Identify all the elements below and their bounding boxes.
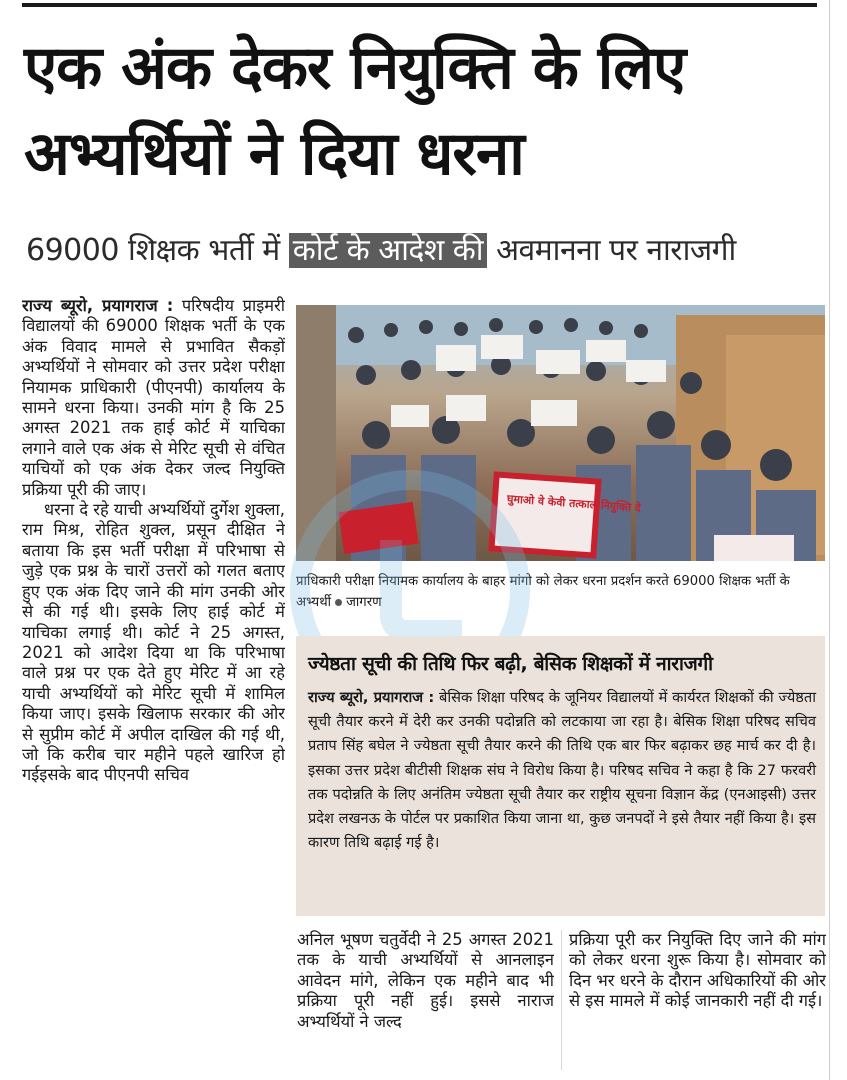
main-story-lead: परिषदीय प्राइमरी विद्यालयों की 69000 शिक्षक भर्ती के एक अंक विवाद मामले से प्रभावित सैकड़ों अभ्यर्थियों ने सोमवार को उत्तर प्रदेश परीक्षा नियामक प्राधिकारी (पीएनपी) कार्यालय के सामने धरना किया। उनकी मांग है कि 25 अगस्त 2021 तक हाई कोर्ट में याचिका लगाने वाले एक अंक से मेरिट सूची से वंचित याचियों को एक अंक देकर जल्द नियुक्ति प्रक्रिया पूरी की जाए। <box>22 296 285 499</box>
headline-line-1: एक अंक देकर नियुक्ति के लिए <box>24 33 686 103</box>
top-rule <box>22 3 817 7</box>
sidebar-story-body <box>308 686 816 855</box>
main-story-left-column <box>22 296 285 1074</box>
main-story-middle-column <box>297 930 554 1076</box>
sidebar-story-byline: राज्य ब्यूरो, प्रयागराज : <box>308 689 435 706</box>
subheadline <box>26 230 736 272</box>
watermark-j-icon <box>380 540 462 642</box>
sidebar-story-text: बेसिक शिक्षा परिषद के जूनियर विद्यालयों में कार्यरत शिक्षकों की ज्येष्ठता सूची तैयार करने में देरी कर उनकी पदोन्नति को लटकाया जा रहा है। बेसिक शिक्षा परिषद सचिव प्रताप सिंह बघेल ने ज्येष्ठता सूची तैयार करने की तिथि एक बार फिर बढ़ाकर छह मार्च कर दी है। इसका उत्तर प्रदेश बीटीसी शिक्षक संघ ने विरोध किया है। परिषद सचिव ने कहा है कि 27 फरवरी तक पदोन्नति के लिए अनंतिम ज्येष्ठता सूची तैयार कर राष्ट्रीय सूचना विज्ञान केंद्र (एनआइसी) उत्तर प्रदेश लखनऊ के पोर्टल पर प्रकाशित किया जाना था, कुछ जनपदों ने इसे तैयार नहीं किया है। इस कारण तिथि बढ़ाई गई है। <box>308 689 816 852</box>
subheadline-start: 69000 शिक्षक भर्ती में <box>26 233 289 268</box>
main-story-continuation-2: प्रक्रिया पूरी कर नियुक्ति दिए जाने की मांग को लेकर धरना शुरू किया है। सोमवार को दिन भर धरने के दौरान अधिकारियों की ओर से इस मामले में कोई जानकारी नहीं दी गई। <box>569 930 826 1011</box>
placard-text: घुमाओ वे केवी तत्काल नियुक्ति दे <box>506 492 642 515</box>
sidebar-story-box <box>296 636 825 916</box>
main-story-continuation-1: अनिल भूषण चतुर्वेदी ने 25 अगस्त 2021 तक के याची अभ्यर्थियों से आनलाइन आवेदन मांगे, लेकिन एक महीने बाद भी प्रक्रिया पूरी नहीं हुई। इससे नाराज अभ्यर्थियों ने जल्द <box>297 930 554 1031</box>
main-story-paragraph-2: धरना दे रहे याची अभ्यर्थियों दुर्गेश शुक्ला, राम मिश्र, रोहित शुक्ल, प्रसून दीक्षित ने बताया कि इस भर्ती परीक्षा में परिभाषा से जुड़े एक प्रश्न के चारों उत्तरों को गलत बताए हुए एक अंक दिए जाने की मांग उनकी ओर से की गई थी। इसके लिए हाई कोर्ट में याचिका लगाई थी। कोर्ट ने 25 अगस्त, 2021 को आदेश दिया था कि परिभाषा वाले प्रश्न पर एक देते हुए मेरिट में आ रहे याची अभ्यर्थियों को मेरिट सूची में शामिल किया जाए। इसके खिलाफ सरकार की ओर से सुप्रीम कोर्ट में अपील दाखिल की गई थी, जो कि करीब चार महीने पहले खारिज हो गईइसके बाद पीएनपी सचिव <box>22 500 285 785</box>
subheadline-end: अवमानना पर नाराजगी <box>487 233 736 268</box>
subheadline-highlight: कोर्ट के आदेश की <box>289 233 487 268</box>
main-story-byline: राज्य ब्यूरो, प्रयागराज : <box>22 296 174 315</box>
column-divider <box>829 0 830 1080</box>
photo-credit: जागरण <box>346 595 382 610</box>
column-rule <box>561 930 562 1070</box>
headline-line-2: अभ्यर्थियों ने दिया धरना <box>24 119 524 189</box>
main-story-paragraph-1 <box>22 296 285 500</box>
main-story-right-column <box>569 930 826 1076</box>
sidebar-story-title: ज्येष्ठता सूची की तिथि फिर बढ़ी, बेसिक शिक्षकों में नाराजगी <box>308 653 713 675</box>
photo-caption-text: प्राधिकारी परीक्षा नियामक कार्यालय के बाहर मांगो को लेकर धरना प्रदर्शन करते 69000 शिक्षक भर्ती के अभ्यर्थी <box>296 574 790 610</box>
